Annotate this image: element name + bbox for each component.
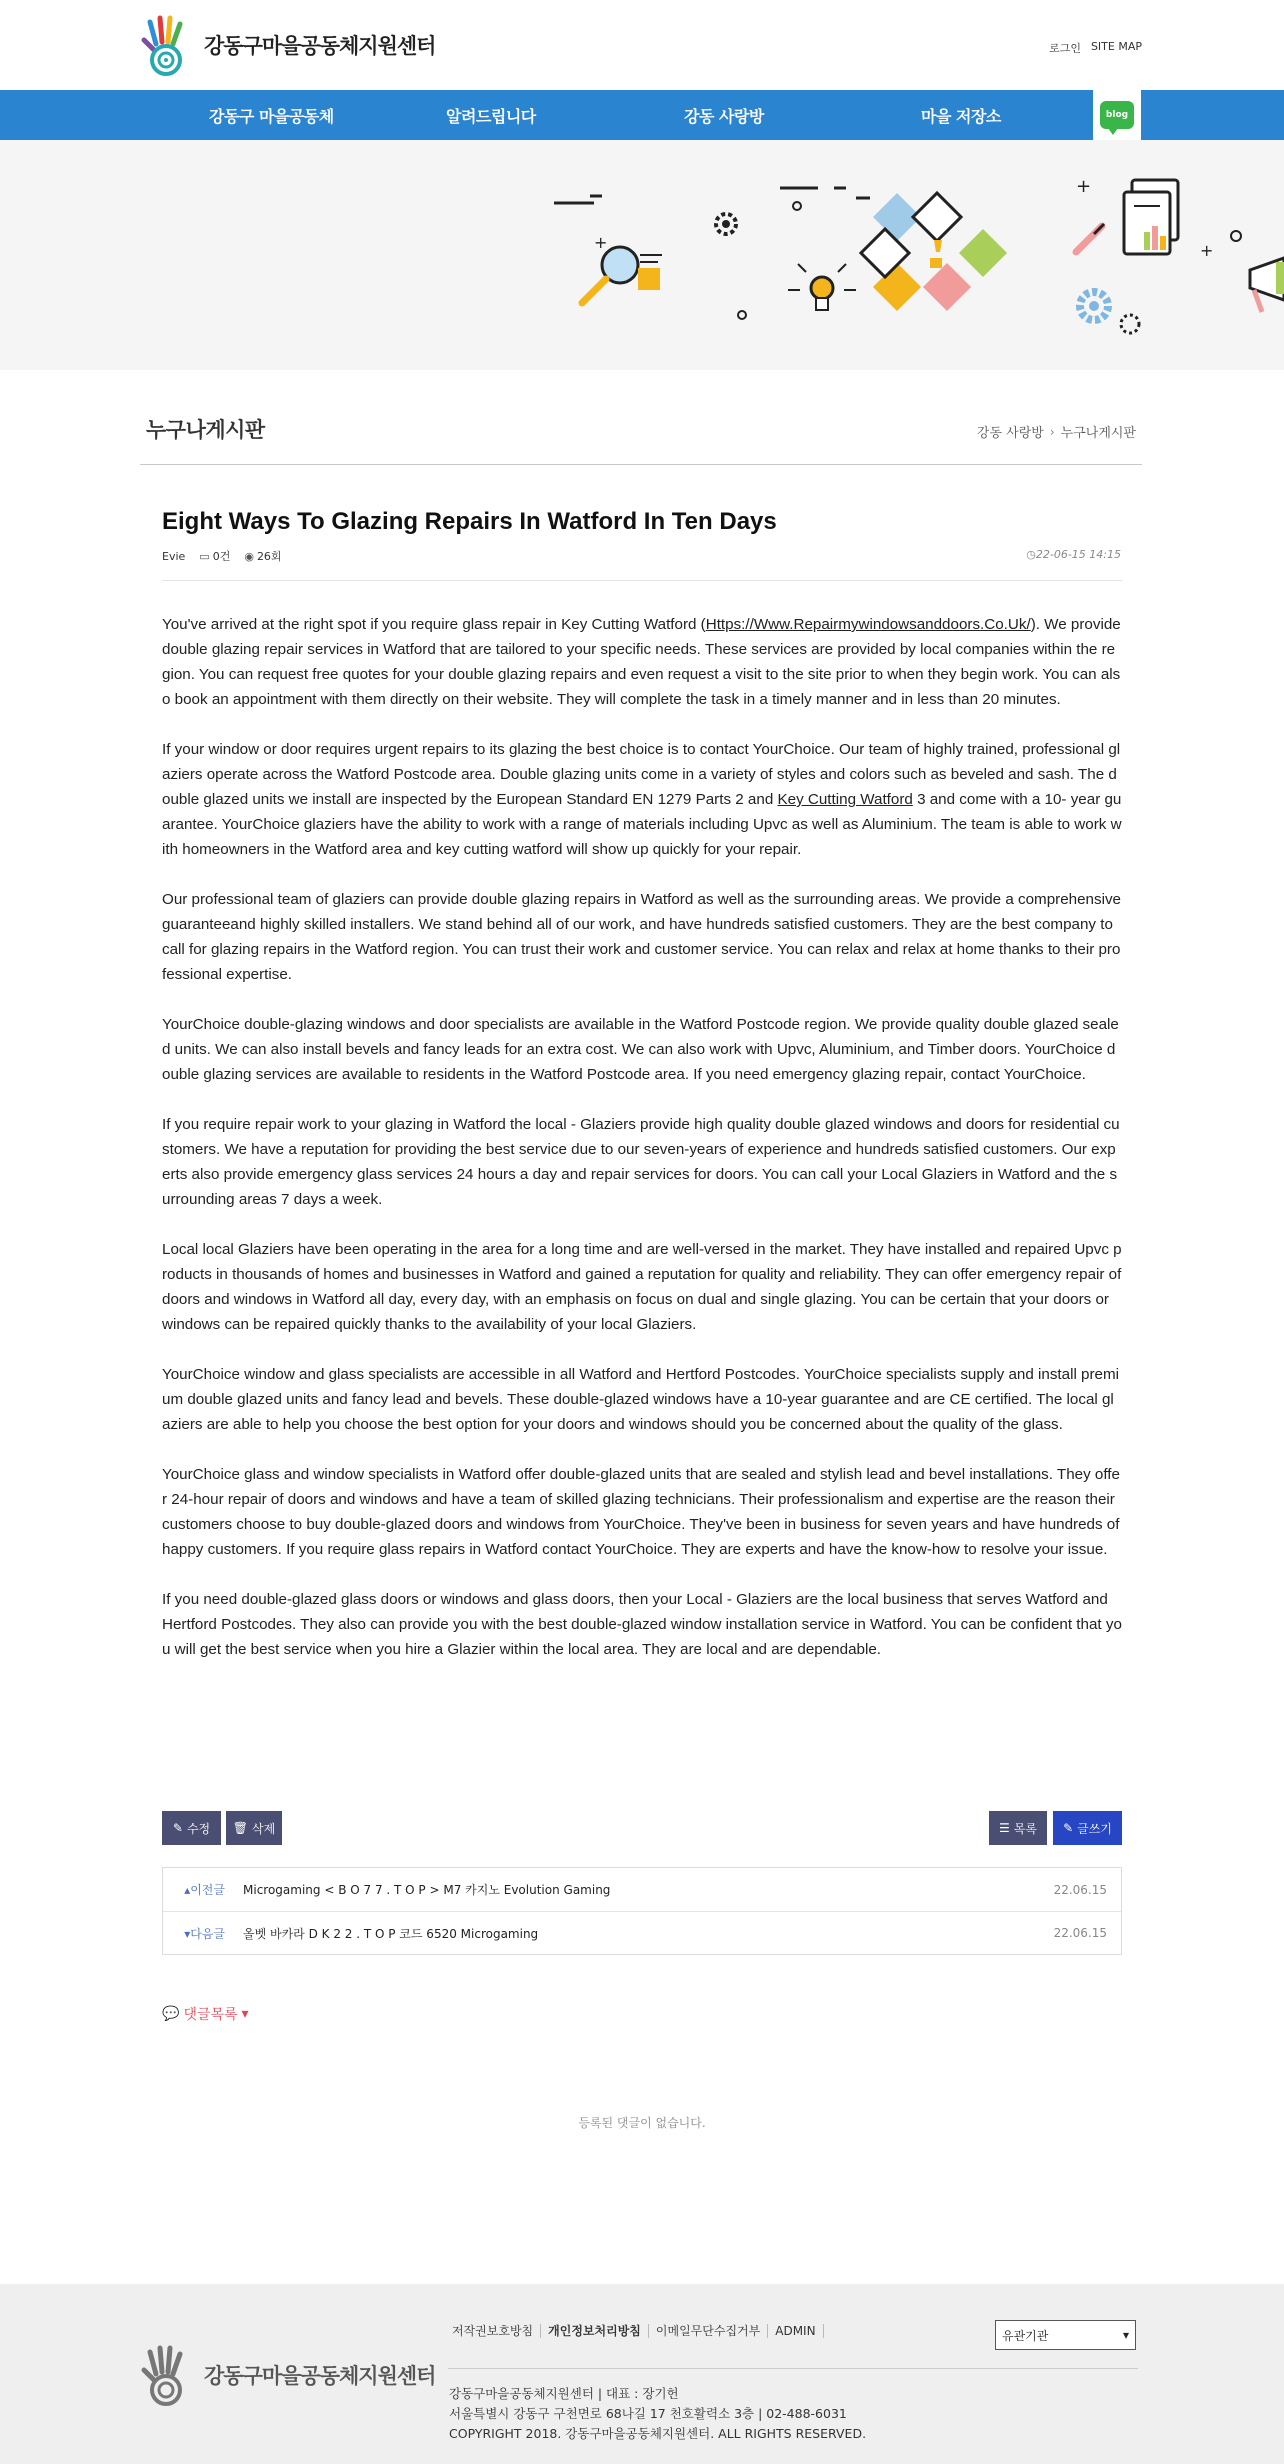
caret-up-icon: ▴	[184, 1883, 191, 1897]
top-links	[1049, 40, 1142, 56]
site-logo[interactable]	[140, 14, 435, 76]
login-link[interactable]: 로그인	[1049, 42, 1081, 55]
nav-item-sarangbang[interactable]: 강동 사랑방	[684, 107, 764, 126]
trash-icon: 🗑	[232, 1821, 249, 1835]
blog-icon: blog	[1100, 101, 1134, 129]
meta-divider	[162, 580, 1122, 581]
footer-link-copyright[interactable]: 저작권보호방침	[448, 2324, 541, 2338]
caret-down-icon: ▾	[184, 1926, 191, 1941]
prev-post-date: 22.06.15	[1053, 1882, 1107, 1897]
nav-item-community[interactable]: 강동구 마을공동체	[209, 107, 334, 126]
comment-count-value: 0건	[212, 550, 231, 563]
speech-bubble-icon: 💬	[162, 2006, 180, 2022]
section-title: 누구나게시판	[146, 418, 265, 442]
nav-item-notice[interactable]: 알려드립니다	[446, 107, 536, 126]
footer-link-email[interactable]: 이메일무단수집거부	[649, 2324, 768, 2338]
cog-blue-icon	[1080, 292, 1108, 320]
post-author[interactable]: Evie	[162, 549, 186, 563]
footer-info	[449, 2384, 866, 2444]
post-link[interactable]: Https://Www.Repairmywindowsanddoors.Co.Uk/	[705, 616, 1031, 633]
comment-list-heading: 댓글목록	[183, 2007, 238, 2023]
paragraph: If you need double-glazed glass doors or windows and glass doors, then your Local - Glaziers are the local business that serves Watford and Hertford Postcodes. They also can provide you with the best double-glazed window installation service in Watford. You can be confident that you will get the best service when you hire a Glazier within the local area. They are local and are dependable.	[162, 1591, 1122, 1658]
site-header	[0, 0, 1284, 90]
nav-item-storage[interactable]: 마을 저장소	[921, 107, 1001, 126]
chevron-down-icon: ▾	[1122, 2328, 1129, 2342]
speech-bubble-icon: ▭	[199, 550, 210, 563]
documents-chart-icon	[1124, 180, 1178, 254]
related-sites-select[interactable]	[995, 2320, 1136, 2350]
post-title: Eight Ways To Glazing Repairs In Watford In Ten Days	[162, 508, 777, 535]
magnifier-icon	[582, 247, 662, 303]
footer-copyright: COPYRIGHT 2018. 강동구마을공동체지원센터. ALL RIGHTS RESERVED.	[449, 2426, 867, 2441]
main-nav	[0, 90, 1284, 140]
paragraph: YourChoice double-glazing windows and door specialists are available in the Watford Postcode region. We provide quality double glazed sealed units. We can also install bevels and fancy leads for an extra cost. We can also work with Upvc, Aluminium, and Timber doors. YourChoice double glazing services are available to residents in the Watford Postcode area. If you need emergency glazing repair, contact YourChoice.	[162, 1016, 1119, 1083]
paragraph: You've arrived at the right spot if you require glass repair in Key Cutting Watford (Https://Www.Repairmywindowsanddoors.Co.Uk/). We provide double glazing repair services in Watford that are tailored to your specific needs. These services are provided by local companies within the region. You can request free quotes for your double glazing repairs and even request a visit to the site prior to when they begin work. You can also book an appointment with them directly on their website. They will complete the task in a timely manner and in less than 20 minutes.	[162, 616, 1121, 708]
blog-button[interactable]	[1093, 90, 1141, 140]
footer-info-line: 강동구마을공동체지원센터 | 대표 : 장기헌	[449, 2386, 679, 2401]
list-icon: ☰	[999, 1821, 1010, 1835]
paragraph: If your window or door requires urgent repairs to its glazing the best choice is to contact YourChoice. Our team of highly trained, professional glaziers operate across the Watford Postcode area. Double glazing units come in a variety of styles and colors such as beveled and sash. The double glazed units we install are inspected by the European Standard EN 1279 Parts 2 and Key Cutting Watford 3 and come with a 10- year guarantee. YourChoice glaziers have the ability to work with a range of materials including Upvc as well as Aluminium. The team is able to work with homeowners in the Watford area and key cutting watford will show up quickly for your repair.	[162, 741, 1122, 858]
pencil-icon	[1076, 224, 1104, 252]
hero-banner	[0, 140, 1284, 370]
teamwork-hands-icon	[861, 193, 1007, 311]
svg-text:+: +	[594, 233, 608, 252]
breadcrumb-item-board[interactable]: 누구나게시판	[1060, 426, 1136, 441]
prev-next-box	[162, 1867, 1122, 1955]
post-content	[162, 612, 1122, 1687]
hand-snail-logo-icon	[140, 14, 198, 76]
banner-illustration	[0, 140, 1284, 370]
comment-list-toggle[interactable]	[162, 2004, 249, 2024]
footer-logo	[140, 2344, 435, 2406]
logo-text: 강동구마을공동체지원센터	[204, 34, 436, 58]
paragraph: YourChoice glass and window specialists in Watford offer double-glazed units that are sealed and stylish lead and bevel installations. They offer 24-hour repair of doors and windows and have a team of skilled glazing technicians. Their professionalism and expertise are the reason their customers choose to buy double-glazed doors and windows from YourChoice. They've been in business for seven years and have hundreds of happy customers. If you require glass repairs in Watford contact YourChoice. They are experts and have the know-how to resolve your issue.	[162, 1466, 1120, 1558]
svg-text:+: +	[1076, 176, 1092, 197]
title-divider	[140, 464, 1142, 465]
breadcrumb	[977, 422, 1136, 441]
next-post-title[interactable]: 올벳 바카라 D K 2 2 . T O P 코드 6520 Microgaming	[243, 1926, 539, 1941]
megaphone-icon	[1250, 258, 1284, 312]
next-post-row[interactable]	[163, 1911, 1121, 1954]
edit-button[interactable]: ✎ 수정	[162, 1811, 221, 1845]
empty-comments-message: 등록된 댓글이 없습니다.	[578, 2116, 706, 2130]
post-date	[1026, 548, 1121, 561]
post-date-value: 22-06-15 14:15	[1035, 548, 1121, 561]
view-count-value: 26회	[256, 550, 282, 563]
paragraph: Our professional team of glaziers can provide double glazing repairs in Watford as well as the surrounding areas. We provide a comprehensive guaranteeand highly skilled installers. We stand behind all of our work, and have hundreds satisfied customers. They are the best company to call for glazing repairs in the Watford region. You can trust their work and customer service. You can relax and relax at home thanks to their professional expertise.	[162, 891, 1121, 983]
edit-icon: ✎	[172, 1821, 183, 1835]
eye-icon: ◉	[244, 550, 254, 563]
footer-divider	[448, 2368, 1138, 2369]
footer-link-privacy[interactable]: 개인정보처리방침	[541, 2324, 649, 2338]
delete-button[interactable]: 🗑 삭제	[226, 1811, 282, 1845]
prev-label: ▴이전글	[184, 1883, 225, 1897]
svg-text:+: +	[1200, 241, 1214, 260]
related-sites-value: 유관기관	[1002, 2328, 1049, 2343]
paragraph: YourChoice window and glass specialists are accessible in all Watford and Hertford Postcodes. YourChoice specialists supply and install premium double glazed units and fancy lead and bevels. These double-glazed windows have a 10-year guarantee and are CE certified. The local glaziers are able to help you choose the best option for your doors and windows should you be concerned about the quality of the glass.	[162, 1366, 1120, 1433]
footer-logo-text: 강동구마을공동체지원센터	[204, 2364, 436, 2388]
footer-links	[448, 2324, 824, 2338]
site-footer	[0, 2284, 1284, 2464]
paragraph: If you require repair work to your glazing in Watford the local - Glaziers provide high quality double glazed windows and doors for residential customers. We have a reputation for providing the best service due to our seven-years of experience and hundreds satisfied customers. Our experts also provide emergency glass services 24 hours a day and repair services for doors. You can call your Local Glaziers in Watford and the surrounding areas 7 days a week.	[162, 1116, 1120, 1208]
breadcrumb-item-sarangbang[interactable]: 강동 사랑방	[976, 426, 1044, 441]
chevron-right-icon: ›	[1049, 424, 1055, 439]
caret-down-icon: ▾	[241, 2006, 249, 2022]
list-button[interactable]: ☰ 목록	[989, 1811, 1047, 1845]
prev-post-title[interactable]: Microgaming < B O 7 7 . T O P > M7 카지노 Evolution Gaming	[243, 1883, 611, 1897]
prev-post-row[interactable]	[163, 1868, 1121, 1911]
next-post-date: 22.06.15	[1053, 1926, 1107, 1940]
lightbulb-icon	[788, 264, 856, 310]
paragraph: Local local Glaziers have been operating in the area for a long time and are well-versed in the market. They have installed and repaired Upvc products in thousands of homes and businesses in Watford and gained a reputation for quality and reliability. They can offer emergency repair of doors and windows in Watford all day, every day, with an emphasis on focus on dual and single glazing. You can be certain that your doors or windows can be repaired quickly thanks to the availability of your local Glaziers.	[162, 1241, 1122, 1333]
footer-link-admin[interactable]: ADMIN	[768, 2324, 823, 2338]
next-label: ▾다음글	[184, 1926, 225, 1941]
gear-icon	[716, 214, 736, 234]
clock-icon: ◷	[1026, 548, 1036, 561]
footer-info-line: 서울특별시 강동구 구천면로 68나길 17 천호활력소 3층 | 02-488-6031	[449, 2406, 847, 2421]
write-button[interactable]: ✎ 글쓰기	[1053, 1811, 1122, 1845]
hand-snail-logo-icon	[140, 2344, 198, 2406]
view-count	[244, 548, 281, 564]
post-link[interactable]: Key Cutting Watford	[777, 791, 913, 808]
comment-count	[199, 548, 230, 564]
pencil-icon: ✎	[1063, 1821, 1074, 1835]
post-meta	[162, 548, 282, 564]
sitemap-link[interactable]: SITE MAP	[1090, 40, 1142, 53]
